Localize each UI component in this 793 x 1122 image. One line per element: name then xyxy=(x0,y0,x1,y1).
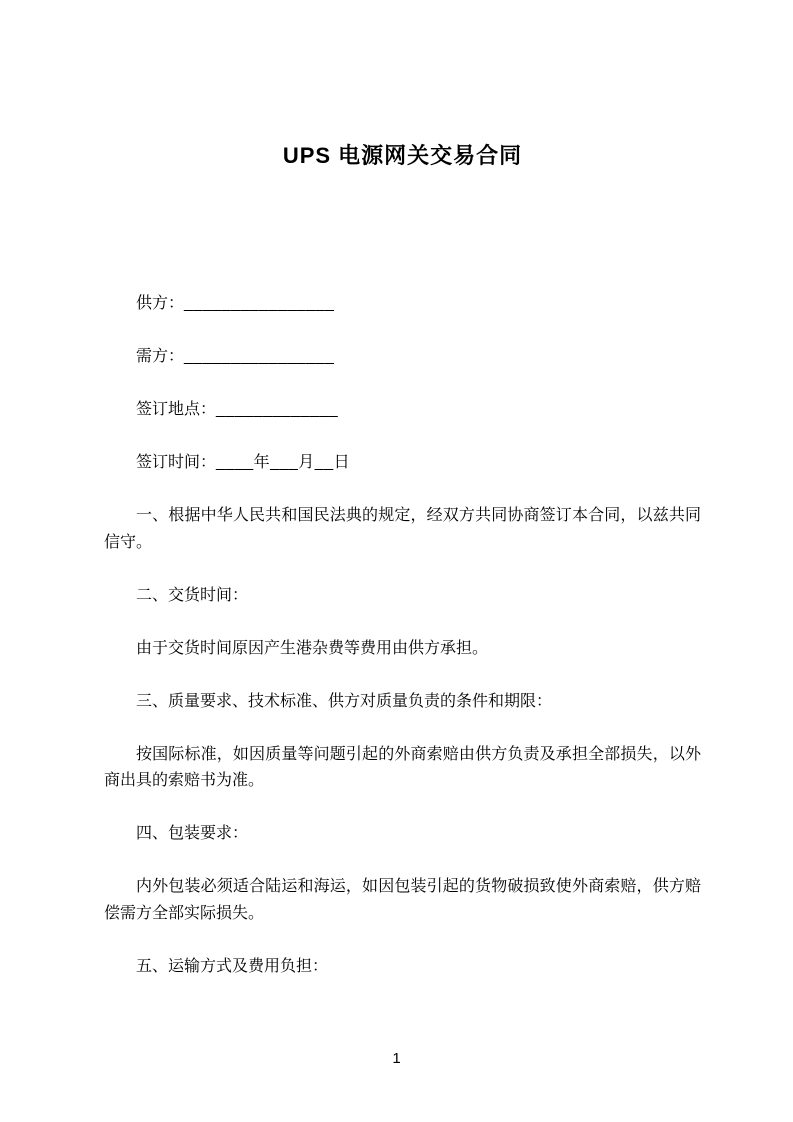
clause-delivery-time-heading: 二、交货时间： xyxy=(136,586,249,604)
supplier-label: 供方： xyxy=(136,295,185,312)
signing-place-label: 签订地点： xyxy=(136,401,217,418)
document-content xyxy=(104,0,701,1007)
clause-quality-heading: 三、质量要求、技术标准、供方对质量负责的条件和期限： xyxy=(136,692,553,710)
field-buyer xyxy=(104,344,701,371)
signing-date-blank-line[interactable]: ____年___月__日 xyxy=(216,454,351,471)
signing-place-blank-line[interactable]: _____________ xyxy=(216,401,339,418)
supplier-blank-line[interactable]: ________________ xyxy=(184,295,335,312)
clause-quality-body: 按国际标准，如因质量等问题引起的外商索赔由供方负责及承担全部损失，以外商出具的索赔书为准。 xyxy=(104,745,701,789)
document-title: UPS 电源网关交易合同 xyxy=(282,143,523,168)
field-supplier xyxy=(104,291,701,318)
buyer-label: 需方： xyxy=(136,348,185,365)
clause-delivery-time-body: 由于交货时间原因产生港杂费等费用由供方承担。 xyxy=(136,639,489,657)
field-signing-date xyxy=(104,450,701,477)
clause-general-provision: 一、根据中华人民共和国民法典的规定，经双方共同协商签订本合同，以兹共同信守。 xyxy=(104,507,701,551)
clause-packaging-heading: 四、包装要求： xyxy=(136,825,249,842)
buyer-blank-line[interactable]: ________________ xyxy=(184,348,335,365)
field-signing-place xyxy=(104,397,701,424)
clause-packaging-body: 内外包装必须适合陆运和海运，如因包装引起的货物破损致使外商索赔，供方赔偿需方全部实际损失。 xyxy=(104,878,701,922)
clause-transport-heading: 五、运输方式及费用负担： xyxy=(136,957,329,975)
page-number: 1 xyxy=(392,1050,401,1067)
signing-date-label: 签订时间： xyxy=(136,454,217,471)
